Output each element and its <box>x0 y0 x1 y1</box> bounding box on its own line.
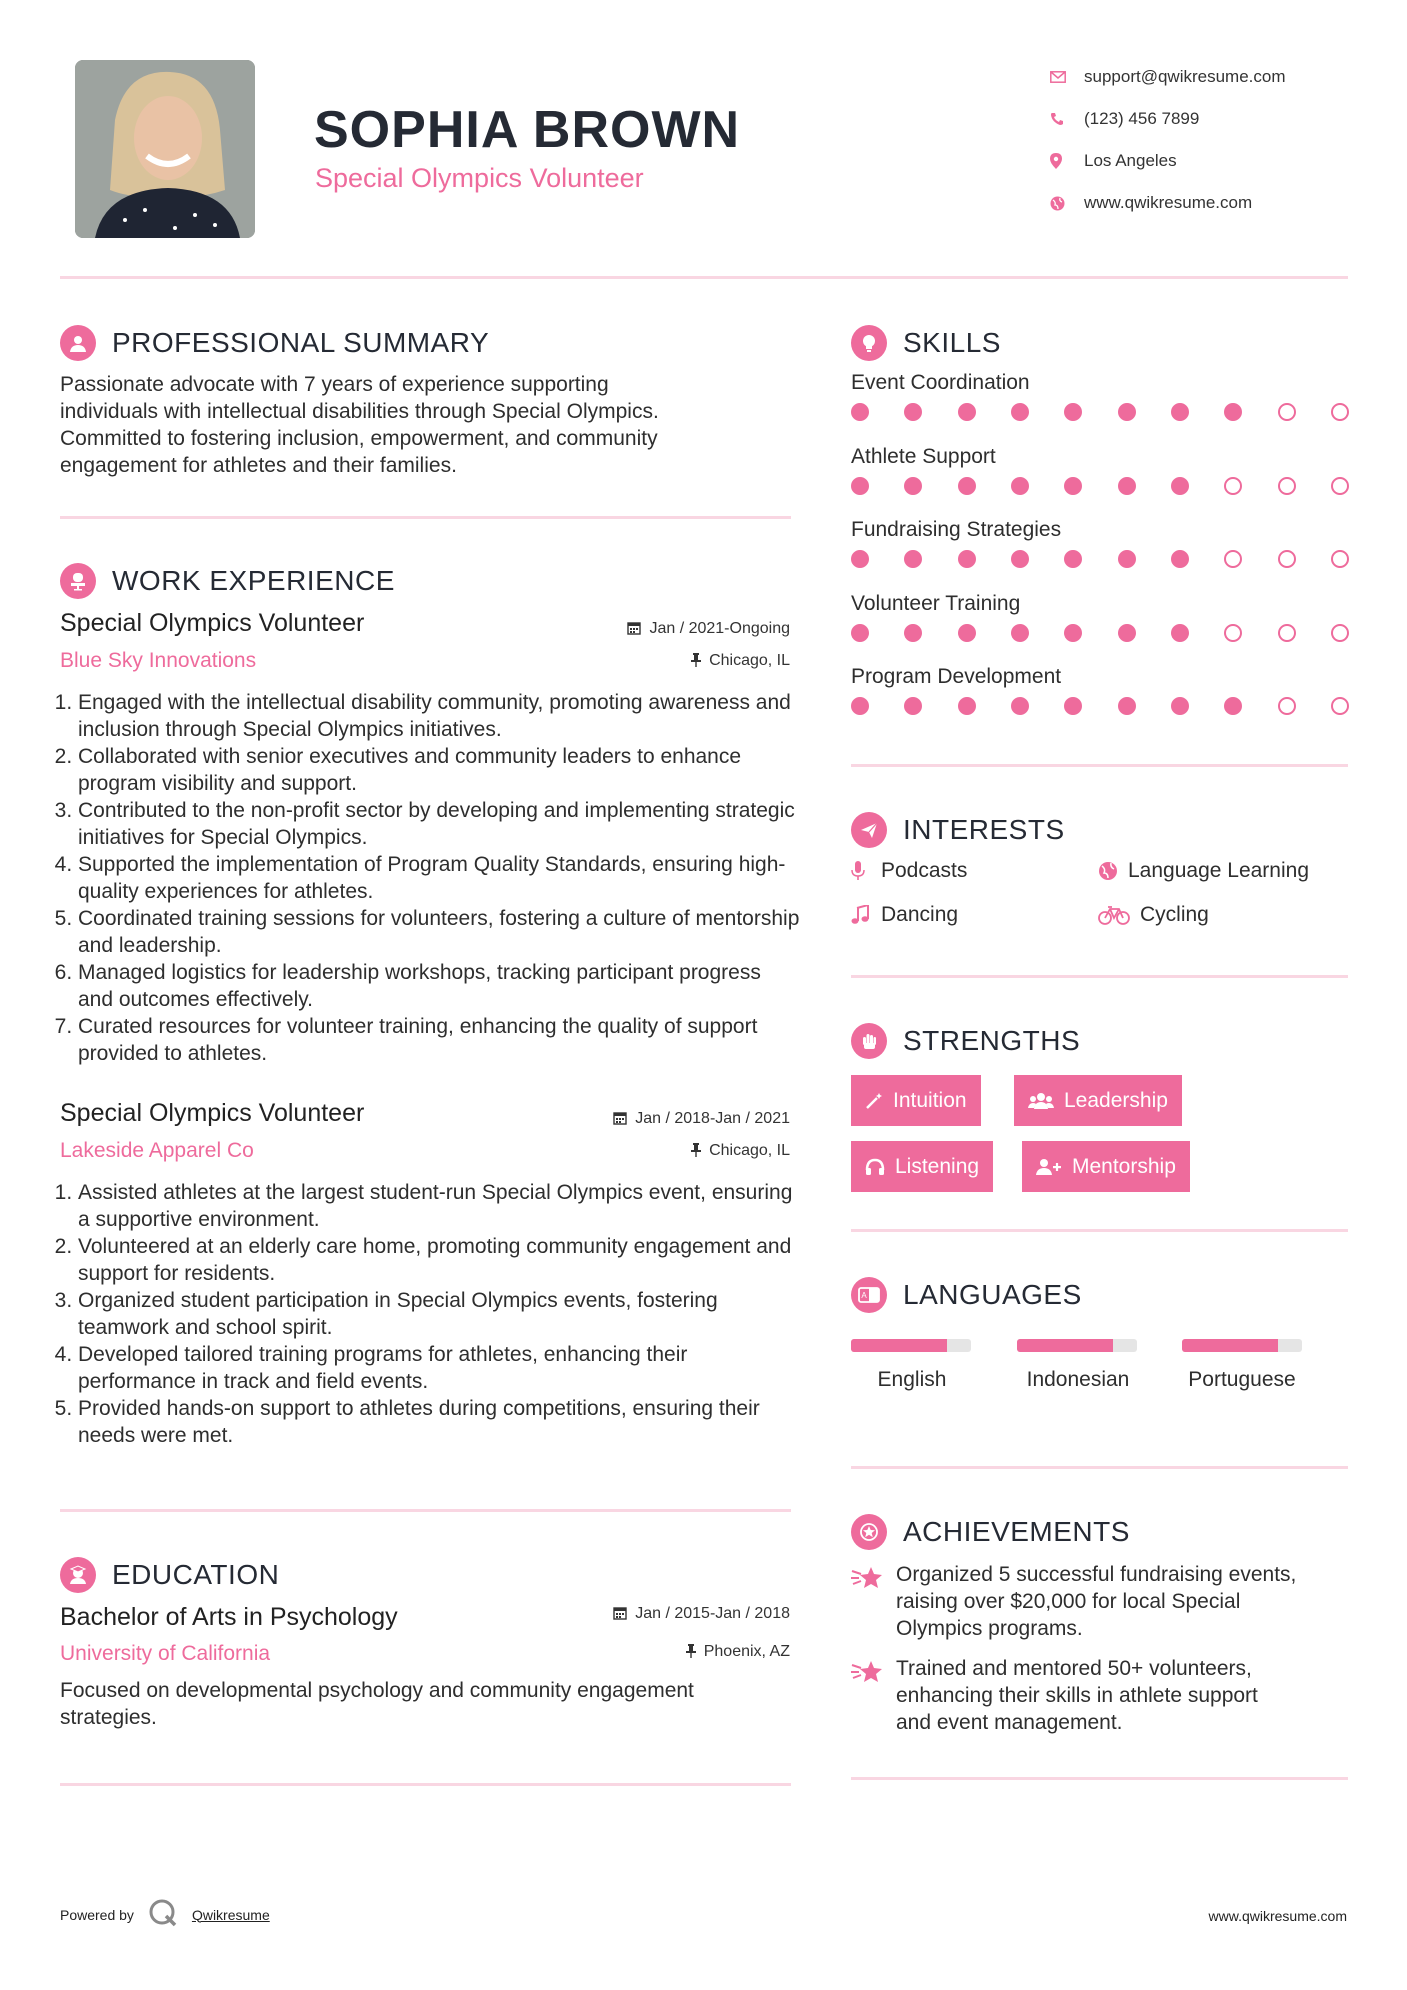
strengths-heading <box>851 1023 1080 1059</box>
education-dates <box>613 1605 790 1623</box>
strength-label: Leadership <box>1064 1088 1168 1112</box>
skill-dot-filled <box>1118 403 1136 421</box>
interest-item <box>1098 903 1209 927</box>
skill-dot-filled <box>1171 697 1189 715</box>
achievement-item <box>851 1561 1361 1642</box>
job-location-text: Chicago, IL <box>709 652 790 669</box>
language-level-bar <box>1017 1339 1137 1352</box>
duty-item: 3. Contributed to the non-profit sector by developing and implementing strategic initiatives for Special Olympics. <box>78 797 800 851</box>
summary-text <box>60 371 800 479</box>
skill-dot-filled <box>958 624 976 642</box>
strengths-divider <box>851 1229 1348 1232</box>
qwikresume-logo-icon <box>148 1898 178 1931</box>
globe-icon <box>1098 861 1128 881</box>
skill-dot-filled <box>904 477 922 495</box>
duty-item: 5. Coordinated training sessions for volunteers, fostering a culture of mentorship and leadership. <box>78 905 800 959</box>
skill-item <box>851 592 1351 642</box>
graduate-icon <box>60 1557 96 1593</box>
experience-heading <box>60 563 395 599</box>
interests-heading <box>851 812 1065 848</box>
achievement-line: Olympics programs. <box>896 1617 1083 1640</box>
achievements-heading-text: ACHIEVEMENTS <box>903 1516 1130 1547</box>
achievement-line: raising over $20,000 for local Special <box>896 1590 1241 1613</box>
skill-dot-filled <box>851 403 869 421</box>
interest-label: Language Learning <box>1128 859 1310 882</box>
strength-label: Mentorship <box>1072 1154 1176 1178</box>
skill-dot-empty <box>1224 550 1242 568</box>
skill-item <box>851 371 1351 421</box>
education-line: Focused on developmental psychology and community engagement <box>60 1679 694 1702</box>
strength-label: Intuition <box>893 1088 967 1112</box>
achievement-line: enhancing their skills in athlete support <box>896 1684 1258 1707</box>
job-dates <box>613 1110 790 1128</box>
skill-dot-filled <box>1118 697 1136 715</box>
skill-dot-filled <box>958 403 976 421</box>
job-location <box>691 652 790 670</box>
skill-dot-filled <box>1011 477 1029 495</box>
header-divider <box>60 276 1348 279</box>
pushpin-icon <box>691 1143 701 1160</box>
calendar-icon <box>613 1111 627 1128</box>
languages-heading-text: LANGUAGES <box>903 1279 1082 1310</box>
headphones-icon <box>865 1158 885 1176</box>
job-location <box>691 1142 790 1160</box>
map-pin-icon <box>1050 153 1084 169</box>
summary-line: individuals with intellectual disabilities through Special Olympics. <box>60 400 659 423</box>
skill-dot-filled <box>958 477 976 495</box>
language-name: English <box>877 1368 947 1391</box>
skill-rating <box>851 624 1349 642</box>
summary-line: Committed to fostering inclusion, empowerment, and community <box>60 427 658 450</box>
education-description <box>60 1677 800 1731</box>
skill-dot-empty <box>1278 550 1296 568</box>
contact-location <box>1050 140 1286 182</box>
raised-fist-icon <box>851 1023 887 1059</box>
skill-dot-filled <box>851 550 869 568</box>
briefcase-icon <box>60 563 96 599</box>
skill-dot-filled <box>1224 697 1242 715</box>
envelope-icon <box>1050 71 1084 83</box>
achievement-line: and event management. <box>896 1711 1123 1734</box>
language-level-fill <box>1017 1339 1113 1352</box>
skill-dot-filled <box>1064 697 1082 715</box>
job-title: Special Olympics Volunteer <box>60 1099 365 1127</box>
powered-by-text: Powered by <box>60 1906 134 1923</box>
company-name: Blue Sky Innovations <box>60 649 257 672</box>
user-plus-icon <box>1036 1158 1062 1176</box>
strength-label: Listening <box>895 1154 980 1178</box>
svg-text:A: A <box>861 1291 867 1300</box>
skill-rating <box>851 477 1349 495</box>
skill-dot-filled <box>1011 697 1029 715</box>
job-duties <box>60 1179 800 1449</box>
skill-dot-filled <box>1171 550 1189 568</box>
globe-icon <box>1050 196 1084 211</box>
skill-dot-filled <box>1118 624 1136 642</box>
skill-dot-empty <box>1224 477 1242 495</box>
company-name: Lakeside Apparel Co <box>60 1139 254 1162</box>
experience-divider <box>60 1509 791 1512</box>
skill-dot-empty <box>1278 624 1296 642</box>
duty-item: 4. Supported the implementation of Program Quality Standards, ensuring high-quality experiences for athletes. <box>78 851 800 905</box>
phone-icon <box>1050 112 1084 126</box>
strengths-heading-text: STRENGTHS <box>903 1025 1081 1056</box>
skills-heading-text: SKILLS <box>903 327 1001 358</box>
skill-dot-empty <box>1224 624 1242 642</box>
profile-photo <box>75 60 255 238</box>
skill-dot-filled <box>958 697 976 715</box>
pushpin-icon <box>691 653 701 670</box>
skill-dot-filled <box>1064 403 1082 421</box>
skill-dot-filled <box>1011 550 1029 568</box>
interests-heading-text: INTERESTS <box>903 814 1065 845</box>
skill-item <box>851 445 1351 495</box>
skill-dot-filled <box>958 550 976 568</box>
footer-powered-by <box>60 1898 270 1931</box>
skill-rating <box>851 550 1349 568</box>
skill-dot-empty <box>1331 477 1349 495</box>
language-name: Indonesian <box>1026 1368 1130 1391</box>
skill-dot-filled <box>904 403 922 421</box>
achievement-line: Organized 5 successful fundraising events, <box>896 1563 1297 1586</box>
duty-item: 1. Engaged with the intellectual disability community, promoting awareness and inclusion through Special Olympics initiatives. <box>78 689 800 743</box>
skill-item <box>851 518 1351 568</box>
qwikresume-link[interactable]: Qwikresume <box>191 1906 270 1923</box>
skill-dot-filled <box>1224 403 1242 421</box>
skill-rating <box>851 403 1349 421</box>
languages-divider <box>851 1466 1348 1469</box>
interest-label: Dancing <box>881 903 959 926</box>
language-level-fill <box>1182 1339 1278 1352</box>
achievement-line: Trained and mentored 50+ volunteers, <box>896 1657 1252 1680</box>
lightbulb-icon <box>851 325 887 361</box>
language-name: Portuguese <box>1188 1368 1296 1391</box>
skill-dot-filled <box>904 550 922 568</box>
skill-dot-empty <box>1331 697 1349 715</box>
interest-item <box>851 859 967 883</box>
achievements-divider <box>851 1777 1348 1780</box>
calendar-icon <box>627 621 641 638</box>
skill-rating <box>851 697 1349 715</box>
skill-name: Volunteer Training <box>851 592 1021 615</box>
skill-dot-filled <box>904 624 922 642</box>
job-location-text: Chicago, IL <box>709 1142 790 1159</box>
skill-dot-filled <box>1064 624 1082 642</box>
contact-phone-text: (123) 456 7899 <box>1084 109 1200 128</box>
skill-dot-filled <box>851 624 869 642</box>
contact-phone[interactable] <box>1050 98 1286 140</box>
education-heading-text: EDUCATION <box>112 1559 280 1590</box>
language-level-bar <box>851 1339 971 1352</box>
candidate-name: SOPHIA BROWN <box>314 101 741 159</box>
duty-item: 6. Managed logistics for leadership workshops, tracking participant progress and outcomes effectively. <box>78 959 800 1013</box>
user-icon <box>60 325 96 361</box>
skill-dot-filled <box>1011 624 1029 642</box>
language-level-bar <box>1182 1339 1302 1352</box>
skills-divider <box>851 764 1348 767</box>
language-item <box>1182 1339 1302 1393</box>
microphone-icon <box>851 861 881 881</box>
summary-line: Passionate advocate with 7 years of experience supporting <box>60 373 609 396</box>
interest-item <box>1098 859 1309 883</box>
contact-website[interactable] <box>1050 182 1286 224</box>
strength-tag <box>851 1141 993 1192</box>
pushpin-icon <box>686 1644 696 1661</box>
skill-dot-filled <box>1171 624 1189 642</box>
skill-dot-empty <box>1331 550 1349 568</box>
language-item <box>851 1339 973 1393</box>
skill-dot-empty <box>1331 403 1349 421</box>
skill-dot-empty <box>1331 624 1349 642</box>
summary-heading <box>60 325 489 361</box>
summary-heading-text: PROFESSIONAL SUMMARY <box>112 327 490 358</box>
achievement-item <box>851 1655 1361 1736</box>
education-location <box>686 1643 790 1661</box>
contact-email[interactable] <box>1050 56 1286 98</box>
duty-item: 5. Provided hands-on support to athletes during competitions, ensuring their needs were met. <box>78 1395 800 1449</box>
contact-email-text: support@qwikresume.com <box>1084 67 1286 86</box>
job-duties <box>60 689 800 1067</box>
skill-dot-filled <box>1064 550 1082 568</box>
interests-divider <box>851 975 1348 978</box>
contact-location-text: Los Angeles <box>1084 151 1177 170</box>
job-title: Special Olympics Volunteer <box>60 609 365 637</box>
education-dates-text: Jan / 2015-Jan / 2018 <box>635 1605 790 1622</box>
skill-name: Event Coordination <box>851 371 1030 394</box>
contact-list <box>1050 56 1286 224</box>
calendar-icon <box>613 1606 627 1623</box>
skill-dot-filled <box>1118 477 1136 495</box>
language-card-icon <box>851 1277 887 1313</box>
skill-name: Athlete Support <box>851 445 996 468</box>
education-divider <box>60 1783 791 1786</box>
job-dates <box>627 620 790 638</box>
contact-website-text: www.qwikresume.com <box>1084 193 1253 212</box>
interest-label: Podcasts <box>881 859 968 882</box>
language-level-fill <box>851 1339 947 1352</box>
bicycle-icon <box>1098 905 1140 925</box>
strength-tag <box>1022 1141 1190 1192</box>
duty-item: 3. Organized student participation in Special Olympics events, fostering teamwork and school spirit. <box>78 1287 800 1341</box>
paper-plane-icon <box>851 812 887 848</box>
job-dates-text: Jan / 2018-Jan / 2021 <box>635 1110 790 1127</box>
skill-dot-filled <box>1064 477 1082 495</box>
magic-wand-icon <box>865 1092 883 1110</box>
duty-item: 7. Curated resources for volunteer training, enhancing the quality of support provided to athletes. <box>78 1013 800 1067</box>
shooting-star-icon <box>851 1655 896 1736</box>
skill-dot-filled <box>1011 403 1029 421</box>
duty-item: 1. Assisted athletes at the largest student-run Special Olympics event, ensuring a supportive environment. <box>78 1179 800 1233</box>
degree-title: Bachelor of Arts in Psychology <box>60 1603 398 1631</box>
skill-dot-empty <box>1278 477 1296 495</box>
duty-item: 2. Collaborated with senior executives and community leaders to enhance program visibility and support. <box>78 743 800 797</box>
job-dates-text: Jan / 2021-Ongoing <box>649 620 790 637</box>
strength-tag <box>1014 1075 1182 1126</box>
skill-dot-empty <box>1278 403 1296 421</box>
achievement-text <box>896 1561 1296 1642</box>
languages-heading <box>851 1277 1082 1313</box>
skill-dot-filled <box>851 477 869 495</box>
footer-url[interactable]: www.qwikresume.com <box>1208 1908 1347 1924</box>
skill-dot-filled <box>1171 477 1189 495</box>
skill-name: Program Development <box>851 665 1062 688</box>
language-item <box>1017 1339 1139 1393</box>
award-icon <box>851 1514 887 1550</box>
duty-item: 4. Developed tailored training programs for athletes, enhancing their performance in track and field events. <box>78 1341 800 1395</box>
skill-name: Fundraising Strategies <box>851 518 1062 541</box>
education-heading <box>60 1557 279 1593</box>
summary-line: engagement for athletes and their families. <box>60 454 457 477</box>
education-location-text: Phoenix, AZ <box>703 1643 790 1660</box>
skill-dot-filled <box>904 697 922 715</box>
music-note-icon <box>851 905 881 925</box>
school-name: University of California <box>60 1642 271 1665</box>
skills-heading <box>851 325 1001 361</box>
achievements-heading <box>851 1514 1130 1550</box>
interest-item <box>851 903 958 927</box>
skill-item <box>851 665 1351 715</box>
interest-label: Cycling <box>1140 903 1209 926</box>
shooting-star-icon <box>851 1561 896 1642</box>
education-line: strategies. <box>60 1706 157 1729</box>
skill-dot-empty <box>1278 697 1296 715</box>
duty-item: 2. Volunteered at an elderly care home, promoting community engagement and support for residents. <box>78 1233 800 1287</box>
skill-dot-filled <box>1118 550 1136 568</box>
candidate-title: Special Olympics Volunteer <box>315 163 644 193</box>
skill-dot-filled <box>851 697 869 715</box>
summary-divider <box>60 516 791 519</box>
users-icon <box>1028 1092 1054 1110</box>
strength-tag <box>851 1075 981 1126</box>
experience-heading-text: WORK EXPERIENCE <box>112 565 395 596</box>
skill-dot-filled <box>1171 403 1189 421</box>
achievement-text <box>896 1655 1258 1736</box>
